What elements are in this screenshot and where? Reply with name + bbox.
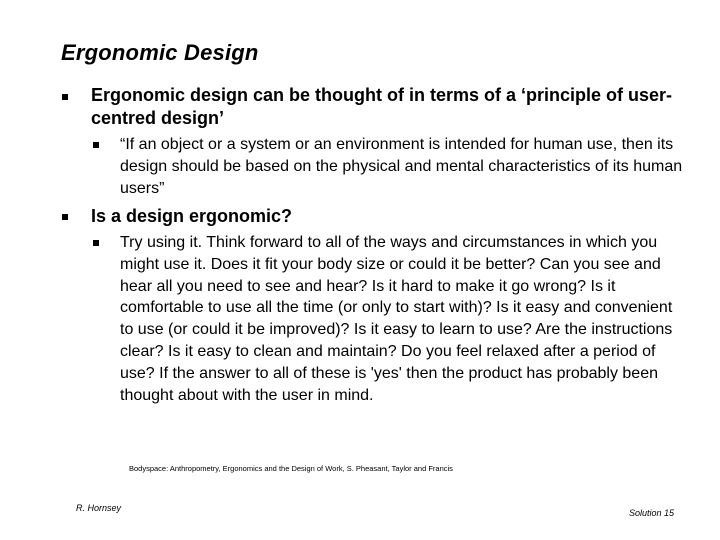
author-label: R. Hornsey bbox=[76, 503, 122, 513]
sub-bullet-text: “If an object or a system or an environment is intended for human use, then its design should be based on the physical and mental characteristics of its human users” bbox=[120, 136, 683, 197]
sub-bullet-text: Try using it. Think forward to all of the ways and circumstances in which you might use it. Does it fit your body size or could it be better? Can you see and hear all you need to see and hear? Is it hard to make it go wrong? Is it comfortable to use all the time (or only to start with)? Is it easy and convenient to use (or could it be improved)? Is it easy to learn to use? Are the instructions clear? Is it easy to clean and maintain? Do you feel relaxed after a period of use? If the answer to all of these is 'yes' then the product has probably been thought about with the user in mind. bbox=[120, 234, 673, 404]
sub-bullet-marker bbox=[93, 142, 99, 148]
bullet-text: Ergonomic design can be thought of in terms of a ‘principle of user-centred design’ bbox=[91, 85, 673, 128]
bullet-text: Is a design ergonomic? bbox=[91, 206, 293, 226]
bullet-marker bbox=[62, 214, 68, 220]
bullet-marker bbox=[62, 94, 68, 100]
sub-bullet-marker bbox=[93, 240, 99, 246]
reference-citation: Bodyspace: Anthropometry, Ergonomics and the Design of Work, S. Pheasant, Taylor and Francis bbox=[129, 464, 453, 473]
slide-title: Ergonomic Design bbox=[61, 40, 259, 65]
page-label: Solution 15 bbox=[628, 508, 674, 518]
